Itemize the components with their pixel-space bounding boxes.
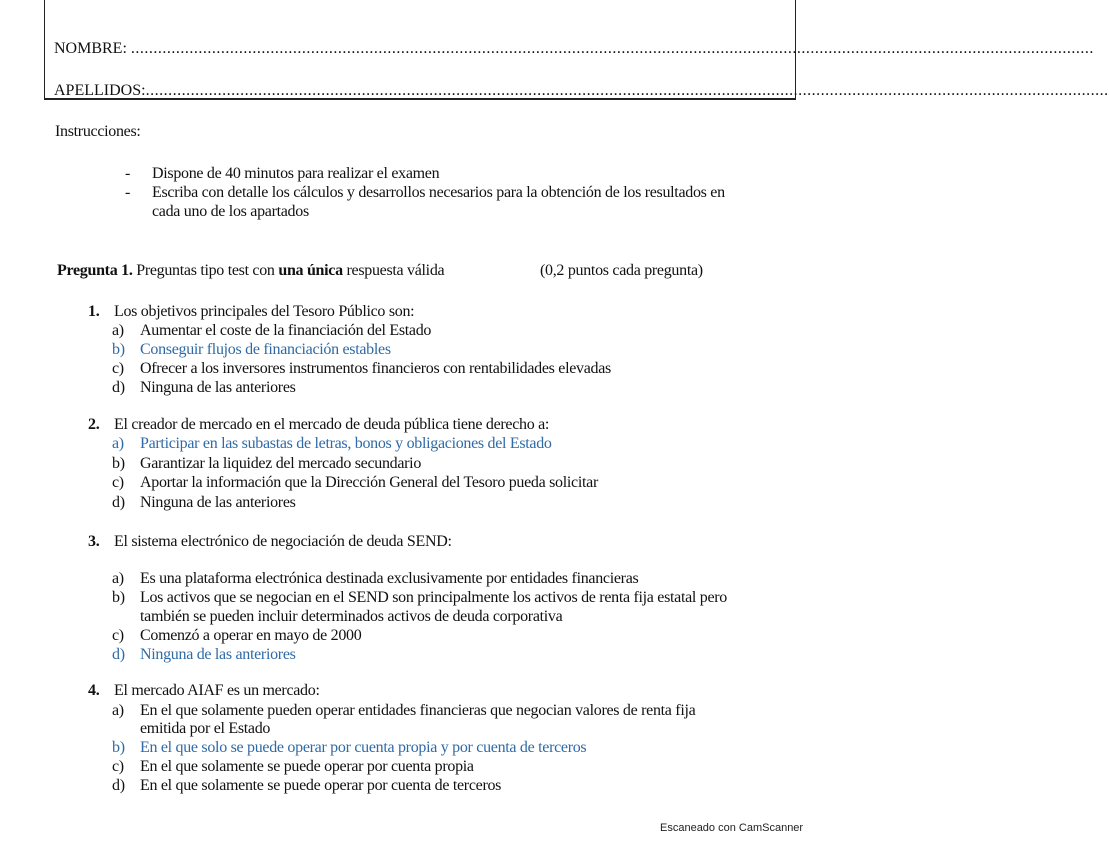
option-letter: a) [112,435,124,452]
option-text: Los activos que se negocian en el SEND son principalmente los activos de renta fija estatal pero [140,589,728,606]
option-text: Ninguna de las anteriores [140,494,296,511]
option-text-continued: emitida por el Estado [140,720,271,737]
option-a[interactable] [112,569,638,588]
bullet: - [125,184,131,201]
option-a[interactable] [112,701,695,720]
option-letter: b) [112,739,125,756]
option-d[interactable] [112,493,296,512]
question-number: 4. [88,682,100,699]
name-field[interactable] [54,40,1094,58]
instruction-1: Dispone de 40 minutos para realizar el examen [152,165,440,182]
option-letter: b) [112,341,125,358]
question-text: El mercado AIAF es un mercado: [114,682,320,699]
option-text: Ninguna de las anteriores [140,379,296,396]
option-letter: c) [112,474,124,491]
question-1 [88,302,414,321]
option-b[interactable] [112,340,391,359]
section-points: (0,2 puntos cada pregunta) [540,262,703,279]
option-c[interactable] [112,359,611,378]
instruction-2: Escriba con detalle los cálculos y desarrollos necesarios para la obtención de los resultados en [152,184,725,201]
option-text-continued: también se pueden incluir determinados activos de deuda corporativa [140,608,563,625]
instruction-2-cont: cada uno de los apartados [152,203,309,220]
option-b[interactable] [112,738,586,757]
option-text: Comenzó a operar en mayo de 2000 [140,627,362,644]
scanner-watermark: Escaneado con CamScanner [660,822,804,834]
instructions-title: Instrucciones: [55,123,141,140]
question-number: 3. [88,533,100,550]
option-letter: d) [112,777,125,794]
name-label: NOMBRE: [54,40,127,57]
option-letter: d) [112,379,125,396]
section-desc-pre: Preguntas tipo test con [136,262,275,279]
option-letter: a) [112,322,124,339]
option-text: Ninguna de las anteriores [140,646,296,663]
question-text: El creador de mercado en el mercado de deuda pública tiene derecho a: [114,416,550,433]
question-2 [88,415,549,434]
option-a[interactable] [112,321,431,340]
surname-dots: ...................................................................................................................................................................................................................... [145,82,1109,99]
option-d[interactable] [112,776,501,795]
option-text: En el que solamente se puede operar por cuenta propia [140,758,474,775]
question-3 [88,532,452,551]
option-letter: b) [112,589,125,606]
option-letter: b) [112,455,125,472]
option-letter: a) [112,570,124,587]
section-title: Pregunta 1. [57,262,133,279]
section-heading [57,261,444,280]
surname-field[interactable] [54,82,1109,100]
option-letter: c) [112,758,124,775]
option-text: Aportar la información que la Dirección General del Tesoro pueda solicitar [140,474,598,491]
option-letter: a) [112,702,124,719]
option-text: Garantizar la liquidez del mercado secundario [140,455,422,472]
option-text: Conseguir flujos de financiación estables [140,341,391,358]
option-text: Participar en las subastas de letras, bonos y obligaciones del Estado [140,435,552,452]
option-text: Ofrecer a los inversores instrumentos financieros con rentabilidades elevadas [140,360,611,377]
option-text: Es una plataforma electrónica destinada exclusivamente por entidades financieras [140,570,639,587]
name-dots: ...................................................................................................................................................................................................................... [130,40,1094,57]
question-text: Los objetivos principales del Tesoro Público son: [114,303,415,320]
question-number: 1. [88,303,100,320]
option-text: En el que solamente se puede operar por cuenta de terceros [140,777,502,794]
option-a[interactable] [112,434,552,453]
option-text: En el que solamente pueden operar entidades financieras que negocian valores de renta fija [140,702,696,719]
option-d[interactable] [112,645,296,664]
section-desc-post: respuesta válida [346,262,445,279]
option-d[interactable] [112,378,296,397]
bullet: - [125,165,131,182]
option-letter: c) [112,360,124,377]
surname-label: APELLIDOS: [54,82,146,99]
option-b[interactable] [112,588,727,607]
option-c[interactable] [112,626,361,645]
question-number: 2. [88,416,100,433]
option-letter: d) [112,494,125,511]
option-c[interactable] [112,473,598,492]
option-b[interactable] [112,454,421,473]
option-letter: c) [112,627,124,644]
question-4 [88,681,320,700]
option-text: En el que solo se puede operar por cuenta propia y por cuenta de terceros [140,739,587,756]
section-desc-bold: una única [278,262,343,279]
option-letter: d) [112,646,125,663]
option-c[interactable] [112,757,474,776]
question-text: El sistema electrónico de negociación de deuda SEND: [114,533,452,550]
option-text: Aumentar el coste de la financiación del Estado [140,322,432,339]
